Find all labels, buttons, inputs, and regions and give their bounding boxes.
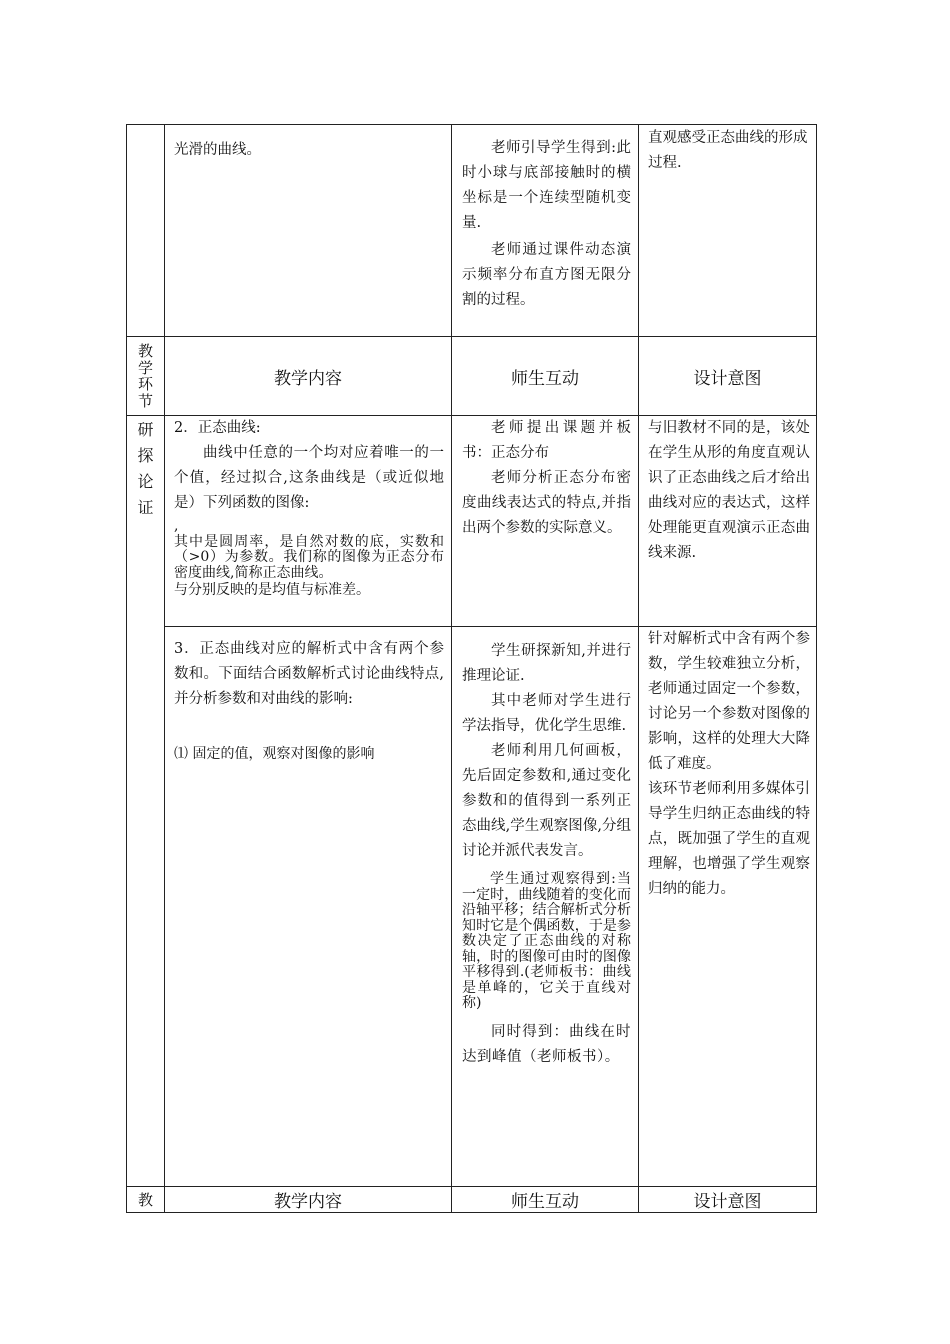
content-para: ⑴ 固定的值，观察对图像的影响 — [174, 746, 375, 762]
lesson-plan-table — [126, 124, 817, 1213]
interaction-cell — [452, 125, 639, 337]
interaction-text-1: 老师提出课题并板书：正态分布 — [462, 420, 631, 461]
content-para: 其中是圆周率，是自然对数的底，实数和（>0）为参数。我们称的图像为正态分布密度曲线,简称正态曲线。 — [174, 533, 444, 581]
header-section-char: 学 — [137, 358, 153, 377]
header-section-char: 环 — [137, 375, 153, 393]
continuation-row — [127, 125, 817, 337]
footer-intent: 设计意图 — [639, 1187, 817, 1213]
content-title: 2．正态曲线: — [174, 420, 261, 436]
content-comma: , — [174, 518, 179, 534]
interaction-text-1: 老师引导学生得到:此时小球与底部接触时的横坐标是一个连续型随机变量. — [462, 140, 631, 231]
content-para: 3．正态曲线对应的解析式中含有两个参数和。下面结合函数解析式讨论曲线特点,并分析参数和对曲线的影响: — [174, 641, 444, 707]
header-section-cell — [127, 337, 165, 416]
intent-cell — [639, 416, 817, 627]
interaction-text: 学生研探新知,并进行推理论证. — [462, 643, 631, 684]
header-row — [127, 337, 817, 416]
content-para: 曲线中任意的一个均对应着唯一的一个值，经过拟合,这条曲线是（或近似地是）下列函数的图像: — [174, 445, 444, 511]
header-intent: 设计意图 — [639, 337, 817, 416]
interaction-text: 老师利用几何画板，先后固定参数和,通过变化参数和的值得到一系列正态曲线,学生观察图像,分组讨论并派代表发言。 — [462, 743, 631, 859]
interaction-text: 其中老师对学生进行学法指导，优化学生思维. — [462, 693, 631, 734]
header-interaction: 师生互动 — [452, 337, 639, 416]
interaction-text-2: 老师分析正态分布密度曲线表达式的特点,并指出两个参数的实际意义。 — [462, 470, 631, 536]
section-char: 研 — [137, 420, 154, 439]
section-cell-research — [127, 416, 165, 1187]
interaction-text: 同时得到：曲线在时达到峰值（老师板书）。 — [462, 1023, 631, 1065]
intent-text: 针对解析式中含有两个参数，学生较难独立分析，老师通过固定一个参数，讨论另一个参数对图像的影响，这样的处理大大降低了难度。 — [648, 631, 810, 772]
content-text: 光滑的曲线。 — [174, 142, 261, 158]
section-char: 证 — [137, 498, 154, 517]
intent-cell — [639, 125, 817, 337]
interaction-text-2: 老师通过课件动态演示频率分布直方图无限分割的过程。 — [462, 242, 631, 308]
interaction-cell — [452, 627, 639, 1187]
intent-text: 直观感受正态曲线的形成过程. — [648, 130, 808, 171]
footer-header-row — [127, 1187, 817, 1213]
header-section-char: 节 — [137, 391, 153, 410]
research-row — [127, 416, 817, 627]
intent-text: 与旧教材不同的是，该处在学生从形的角度直观认识了正态曲线之后才给出曲线对应的表达式，这样处理能更直观演示正态曲线来源. — [648, 420, 810, 561]
analysis-row — [127, 627, 817, 1187]
content-para: 与分别反映的是均值与标准差。 — [174, 582, 370, 598]
interaction-cell — [452, 416, 639, 627]
section-cell-empty — [127, 125, 165, 337]
content-cell — [165, 627, 452, 1187]
footer-interaction: 师生互动 — [452, 1187, 639, 1213]
header-content: 教学内容 — [165, 337, 452, 416]
section-char: 论 — [137, 472, 154, 491]
footer-section: 教 — [127, 1187, 165, 1213]
footer-content: 教学内容 — [165, 1187, 452, 1213]
interaction-text: 学生通过观察得到:当一定时，曲线随着的变化而沿轴平移；结合解析式分析知时它是个偶函数，于是参数决定了正态曲线的对称轴，时的图像可由时的图像平移得到.(老师板书：曲线是单峰的，它关于直线对称) — [462, 871, 631, 1011]
header-section-char: 教 — [137, 342, 153, 360]
intent-text: 该环节老师利用多媒体引导学生归纳正态曲线的特点，既加强了学生的直观理解，也增强了学生观察归纳的能力。 — [648, 781, 810, 897]
section-char: 探 — [137, 446, 154, 465]
content-cell — [165, 416, 452, 627]
content-cell — [165, 125, 452, 337]
intent-cell — [639, 627, 817, 1187]
